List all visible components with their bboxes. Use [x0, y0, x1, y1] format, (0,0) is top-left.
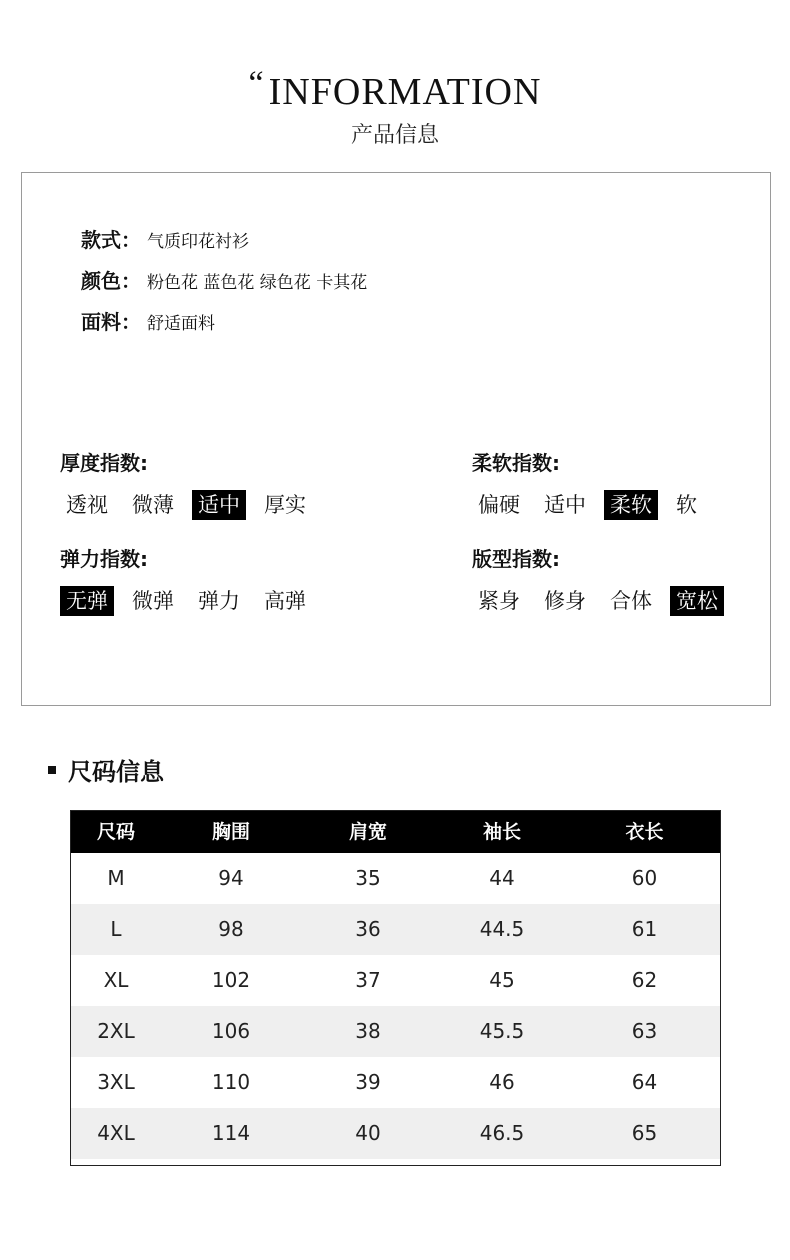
quote-mark: “	[248, 65, 265, 102]
index-elasticity-options	[60, 585, 324, 617]
table-cell: 2XL	[97, 1019, 135, 1043]
table-row	[71, 853, 720, 904]
table-cell: L	[110, 917, 122, 941]
size-table	[70, 810, 721, 1166]
index-elasticity	[60, 545, 324, 617]
spec-fabric-value: 舒适面料	[147, 314, 215, 334]
thickness-option-selected: 适中	[192, 490, 246, 520]
softness-option: 适中	[544, 493, 586, 517]
softness-option: 偏硬	[478, 493, 520, 517]
table-row	[71, 1006, 720, 1057]
size-table-header	[71, 811, 720, 853]
table-cell: 46.5	[479, 1121, 525, 1145]
index-fit-title: 版型指数:	[472, 547, 560, 571]
page-subtitle: 产品信息	[350, 123, 439, 148]
table-cell: 4XL	[97, 1121, 135, 1145]
size-section-heading	[48, 752, 164, 787]
product-info-box	[21, 172, 771, 706]
table-row	[71, 1057, 720, 1108]
index-softness-title: 柔软指数:	[472, 451, 560, 475]
index-thickness-options	[60, 489, 324, 521]
spec-style-value: 气质印花衬衫	[147, 232, 249, 252]
table-cell: 102	[211, 968, 251, 992]
table-cell: XL	[103, 968, 129, 992]
table-cell: 61	[631, 917, 658, 941]
thickness-option: 厚实	[264, 493, 306, 517]
size-table-body	[71, 853, 720, 1159]
header-cell: 胸围	[211, 821, 250, 843]
header-cell: 尺码	[96, 821, 135, 843]
spec-fabric	[81, 310, 215, 336]
index-thickness	[60, 449, 324, 521]
table-cell: 44	[489, 866, 515, 890]
table-row	[71, 955, 720, 1006]
table-cell: 62	[631, 968, 658, 992]
spec-color-value: 粉色花 蓝色花 绿色花 卡其花	[147, 273, 368, 293]
table-cell: M	[107, 866, 125, 890]
elasticity-option-selected: 无弹	[60, 586, 114, 616]
table-cell: 37	[355, 968, 381, 992]
header-cell: 袖长	[482, 821, 521, 843]
table-cell: 94	[218, 866, 244, 890]
softness-option-selected: 柔软	[604, 490, 658, 520]
table-cell: 65	[631, 1121, 658, 1145]
table-cell: 38	[355, 1019, 381, 1043]
table-cell: 39	[355, 1070, 381, 1094]
table-cell: 45	[489, 968, 515, 992]
thickness-option: 透视	[66, 493, 108, 517]
page-title	[0, 62, 790, 114]
thickness-option: 微薄	[132, 493, 174, 517]
fit-option: 合体	[610, 589, 652, 613]
table-cell: 36	[355, 917, 381, 941]
header-cell: 衣长	[625, 821, 664, 843]
spec-style-label: 款式：	[81, 228, 141, 252]
table-cell: 63	[631, 1019, 658, 1043]
elasticity-option: 弹力	[198, 589, 240, 613]
header-cell: 肩宽	[348, 821, 387, 843]
info-header	[0, 62, 790, 149]
spec-color	[81, 269, 367, 295]
index-fit	[472, 545, 736, 617]
index-thickness-title: 厚度指数:	[60, 451, 148, 475]
title-text: INFORMATION	[268, 71, 542, 113]
table-cell: 40	[355, 1121, 381, 1145]
softness-option: 软	[676, 493, 697, 517]
elasticity-option: 高弹	[264, 589, 306, 613]
table-cell: 35	[355, 866, 381, 890]
size-section-title: 尺码信息	[68, 758, 164, 786]
elasticity-option: 微弹	[132, 589, 174, 613]
fit-option: 修身	[544, 589, 586, 613]
bullet-square-icon	[48, 766, 56, 774]
fit-option: 紧身	[478, 589, 520, 613]
index-fit-options	[472, 585, 736, 617]
table-cell: 44.5	[479, 917, 525, 941]
table-cell: 110	[211, 1070, 251, 1094]
table-cell: 106	[211, 1019, 251, 1043]
spec-style	[81, 228, 249, 254]
table-cell: 64	[631, 1070, 658, 1094]
fit-option-selected: 宽松	[670, 586, 724, 616]
table-cell: 60	[631, 866, 658, 890]
table-cell: 98	[218, 917, 244, 941]
table-row	[71, 904, 720, 955]
spec-color-label: 颜色：	[81, 269, 141, 293]
table-cell: 114	[211, 1121, 251, 1145]
table-cell: 3XL	[97, 1070, 135, 1094]
table-cell: 46	[489, 1070, 515, 1094]
index-softness-options	[472, 489, 715, 521]
index-softness	[472, 449, 715, 521]
table-cell: 45.5	[479, 1019, 525, 1043]
table-row	[71, 1108, 720, 1159]
index-elasticity-title: 弹力指数:	[60, 547, 148, 571]
spec-fabric-label: 面料：	[81, 310, 141, 334]
